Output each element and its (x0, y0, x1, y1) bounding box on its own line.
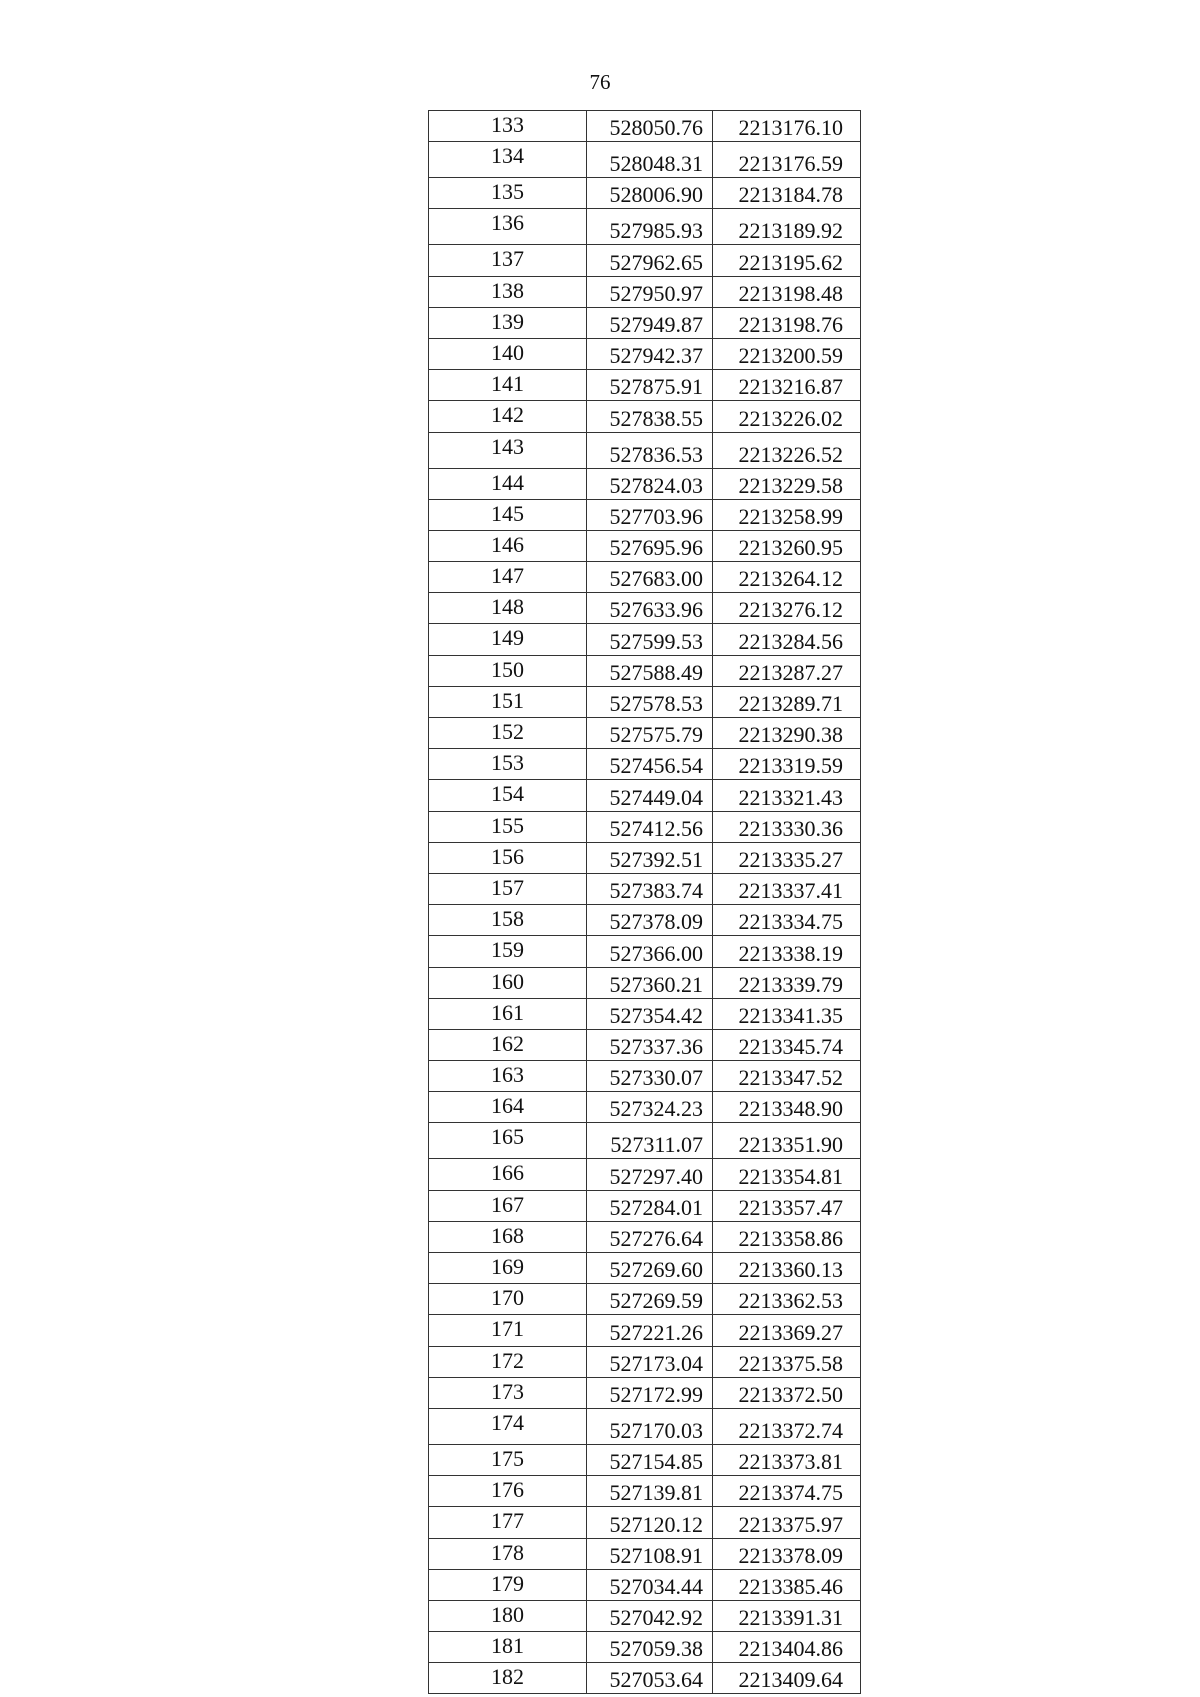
y-coordinate-cell: 2213260.95 (713, 530, 861, 561)
y-coordinate-cell: 2213372.74 (713, 1408, 861, 1444)
point-number-cell: 138 (429, 276, 587, 307)
table-row (429, 718, 861, 749)
x-coordinate-cell: 527599.53 (587, 624, 713, 655)
point-number-cell: 169 (429, 1253, 587, 1284)
x-coordinate-cell: 527412.56 (587, 811, 713, 842)
y-coordinate-cell: 2213276.12 (713, 593, 861, 624)
x-coordinate-cell: 527575.79 (587, 718, 713, 749)
x-coordinate-cell: 527703.96 (587, 499, 713, 530)
y-coordinate-cell: 2213372.50 (713, 1377, 861, 1408)
point-number-cell: 144 (429, 468, 587, 499)
point-number-cell: 142 (429, 401, 587, 432)
table-row (429, 780, 861, 811)
y-coordinate-cell: 2213378.09 (713, 1538, 861, 1569)
point-number-cell: 164 (429, 1092, 587, 1123)
table-row (429, 749, 861, 780)
point-number-cell: 176 (429, 1476, 587, 1507)
point-number-cell: 175 (429, 1444, 587, 1475)
point-number-cell: 148 (429, 593, 587, 624)
x-coordinate-cell: 527269.59 (587, 1284, 713, 1315)
y-coordinate-cell: 2213284.56 (713, 624, 861, 655)
y-coordinate-cell: 2213184.78 (713, 178, 861, 209)
x-coordinate-cell: 527034.44 (587, 1569, 713, 1600)
table-row (429, 998, 861, 1029)
point-number-cell: 166 (429, 1159, 587, 1190)
x-coordinate-cell: 527985.93 (587, 209, 713, 245)
point-number-cell: 174 (429, 1408, 587, 1444)
point-number-cell: 160 (429, 967, 587, 998)
point-number-cell: 139 (429, 307, 587, 338)
point-number-cell: 171 (429, 1315, 587, 1346)
table-row (429, 468, 861, 499)
table-row (429, 1221, 861, 1252)
point-number-cell: 178 (429, 1538, 587, 1569)
y-coordinate-cell: 2213330.36 (713, 811, 861, 842)
point-number-cell: 168 (429, 1221, 587, 1252)
point-number-cell: 150 (429, 655, 587, 686)
table-row (429, 1123, 861, 1159)
x-coordinate-cell: 527366.00 (587, 936, 713, 967)
table-row (429, 178, 861, 209)
table-row (429, 1507, 861, 1538)
point-number-cell: 173 (429, 1377, 587, 1408)
y-coordinate-cell: 2213357.47 (713, 1190, 861, 1221)
y-coordinate-cell: 2213290.38 (713, 718, 861, 749)
x-coordinate-cell: 527949.87 (587, 307, 713, 338)
x-coordinate-cell: 527269.60 (587, 1253, 713, 1284)
x-coordinate-cell: 527950.97 (587, 276, 713, 307)
point-number-cell: 143 (429, 432, 587, 468)
table-row (429, 655, 861, 686)
table-row (429, 142, 861, 178)
table-row (429, 873, 861, 904)
table-row (429, 1315, 861, 1346)
x-coordinate-cell: 527824.03 (587, 468, 713, 499)
x-coordinate-cell: 527330.07 (587, 1061, 713, 1092)
table-row (429, 499, 861, 530)
y-coordinate-cell: 2213374.75 (713, 1476, 861, 1507)
x-coordinate-cell: 527836.53 (587, 432, 713, 468)
coordinate-table-body (429, 111, 861, 1694)
point-number-cell: 146 (429, 530, 587, 561)
point-number-cell: 136 (429, 209, 587, 245)
point-number-cell: 161 (429, 998, 587, 1029)
point-number-cell: 177 (429, 1507, 587, 1538)
point-number-cell: 180 (429, 1600, 587, 1631)
x-coordinate-cell: 527108.91 (587, 1538, 713, 1569)
x-coordinate-cell: 527053.64 (587, 1663, 713, 1694)
y-coordinate-cell: 2213338.19 (713, 936, 861, 967)
table-row (429, 905, 861, 936)
table-row (429, 338, 861, 369)
y-coordinate-cell: 2213226.52 (713, 432, 861, 468)
table-row (429, 1569, 861, 1600)
point-number-cell: 154 (429, 780, 587, 811)
x-coordinate-cell: 527383.74 (587, 873, 713, 904)
y-coordinate-cell: 2213409.64 (713, 1663, 861, 1694)
x-coordinate-cell: 527683.00 (587, 562, 713, 593)
x-coordinate-cell: 527139.81 (587, 1476, 713, 1507)
table-row (429, 276, 861, 307)
y-coordinate-cell: 2213229.58 (713, 468, 861, 499)
table-row (429, 370, 861, 401)
y-coordinate-cell: 2213337.41 (713, 873, 861, 904)
point-number-cell: 163 (429, 1061, 587, 1092)
point-number-cell: 149 (429, 624, 587, 655)
x-coordinate-cell: 527059.38 (587, 1632, 713, 1663)
table-row (429, 1538, 861, 1569)
y-coordinate-cell: 2213176.59 (713, 142, 861, 178)
table-row (429, 1663, 861, 1694)
x-coordinate-cell: 527378.09 (587, 905, 713, 936)
x-coordinate-cell: 527311.07 (587, 1123, 713, 1159)
point-number-cell: 172 (429, 1346, 587, 1377)
table-row (429, 530, 861, 561)
y-coordinate-cell: 2213373.81 (713, 1444, 861, 1475)
x-coordinate-cell: 527221.26 (587, 1315, 713, 1346)
y-coordinate-cell: 2213189.92 (713, 209, 861, 245)
x-coordinate-cell: 528006.90 (587, 178, 713, 209)
point-number-cell: 135 (429, 178, 587, 209)
y-coordinate-cell: 2213198.48 (713, 276, 861, 307)
point-number-cell: 133 (429, 111, 587, 142)
x-coordinate-cell: 527633.96 (587, 593, 713, 624)
y-coordinate-cell: 2213258.99 (713, 499, 861, 530)
table-row (429, 1029, 861, 1060)
table-row (429, 1284, 861, 1315)
x-coordinate-cell: 527170.03 (587, 1408, 713, 1444)
point-number-cell: 145 (429, 499, 587, 530)
y-coordinate-cell: 2213351.90 (713, 1123, 861, 1159)
point-number-cell: 134 (429, 142, 587, 178)
table-row (429, 1632, 861, 1663)
y-coordinate-cell: 2213321.43 (713, 780, 861, 811)
y-coordinate-cell: 2213195.62 (713, 245, 861, 276)
y-coordinate-cell: 2213354.81 (713, 1159, 861, 1190)
y-coordinate-cell: 2213345.74 (713, 1029, 861, 1060)
table-row (429, 1253, 861, 1284)
table-row (429, 1346, 861, 1377)
x-coordinate-cell: 527942.37 (587, 338, 713, 369)
point-number-cell: 155 (429, 811, 587, 842)
x-coordinate-cell: 527449.04 (587, 780, 713, 811)
y-coordinate-cell: 2213404.86 (713, 1632, 861, 1663)
point-number-cell: 151 (429, 686, 587, 717)
y-coordinate-cell: 2213347.52 (713, 1061, 861, 1092)
y-coordinate-cell: 2213200.59 (713, 338, 861, 369)
point-number-cell: 162 (429, 1029, 587, 1060)
table-row (429, 1190, 861, 1221)
x-coordinate-cell: 527172.99 (587, 1377, 713, 1408)
table-row (429, 307, 861, 338)
y-coordinate-cell: 2213360.13 (713, 1253, 861, 1284)
x-coordinate-cell: 527337.36 (587, 1029, 713, 1060)
x-coordinate-cell: 527297.40 (587, 1159, 713, 1190)
y-coordinate-cell: 2213348.90 (713, 1092, 861, 1123)
point-number-cell: 170 (429, 1284, 587, 1315)
table-row (429, 811, 861, 842)
table-row (429, 967, 861, 998)
table-row (429, 1061, 861, 1092)
x-coordinate-cell: 527392.51 (587, 842, 713, 873)
table-row (429, 1600, 861, 1631)
y-coordinate-cell: 2213198.76 (713, 307, 861, 338)
point-number-cell: 159 (429, 936, 587, 967)
x-coordinate-cell: 527276.64 (587, 1221, 713, 1252)
x-coordinate-cell: 527284.01 (587, 1190, 713, 1221)
point-number-cell: 157 (429, 873, 587, 904)
point-number-cell: 137 (429, 245, 587, 276)
x-coordinate-cell: 527962.65 (587, 245, 713, 276)
page-number: 76 (589, 70, 611, 94)
y-coordinate-cell: 2213391.31 (713, 1600, 861, 1631)
table-row (429, 1476, 861, 1507)
x-coordinate-cell: 527042.92 (587, 1600, 713, 1631)
table-row (429, 1444, 861, 1475)
table-row (429, 624, 861, 655)
y-coordinate-cell: 2213369.27 (713, 1315, 861, 1346)
point-number-cell: 153 (429, 749, 587, 780)
point-number-cell: 179 (429, 1569, 587, 1600)
x-coordinate-cell: 527173.04 (587, 1346, 713, 1377)
y-coordinate-cell: 2213335.27 (713, 842, 861, 873)
table-row (429, 1377, 861, 1408)
y-coordinate-cell: 2213319.59 (713, 749, 861, 780)
y-coordinate-cell: 2213362.53 (713, 1284, 861, 1315)
x-coordinate-cell: 527120.12 (587, 1507, 713, 1538)
table-row (429, 936, 861, 967)
y-coordinate-cell: 2213341.35 (713, 998, 861, 1029)
x-coordinate-cell: 527324.23 (587, 1092, 713, 1123)
x-coordinate-cell: 527354.42 (587, 998, 713, 1029)
point-number-cell: 156 (429, 842, 587, 873)
y-coordinate-cell: 2213264.12 (713, 562, 861, 593)
point-number-cell: 182 (429, 1663, 587, 1694)
y-coordinate-cell: 2213176.10 (713, 111, 861, 142)
y-coordinate-cell: 2213339.79 (713, 967, 861, 998)
table-row (429, 562, 861, 593)
y-coordinate-cell: 2213226.02 (713, 401, 861, 432)
point-number-cell: 140 (429, 338, 587, 369)
point-number-cell: 181 (429, 1632, 587, 1663)
y-coordinate-cell: 2213216.87 (713, 370, 861, 401)
x-coordinate-cell: 527578.53 (587, 686, 713, 717)
point-number-cell: 165 (429, 1123, 587, 1159)
x-coordinate-cell: 527360.21 (587, 967, 713, 998)
table-row (429, 432, 861, 468)
x-coordinate-cell: 527838.55 (587, 401, 713, 432)
table-row (429, 686, 861, 717)
y-coordinate-cell: 2213358.86 (713, 1221, 861, 1252)
x-coordinate-cell: 528050.76 (587, 111, 713, 142)
x-coordinate-cell: 527695.96 (587, 530, 713, 561)
x-coordinate-cell: 527154.85 (587, 1444, 713, 1475)
y-coordinate-cell: 2213375.97 (713, 1507, 861, 1538)
table-row (429, 209, 861, 245)
table-row (429, 1159, 861, 1190)
y-coordinate-cell: 2213385.46 (713, 1569, 861, 1600)
point-number-cell: 152 (429, 718, 587, 749)
point-number-cell: 167 (429, 1190, 587, 1221)
x-coordinate-cell: 528048.31 (587, 142, 713, 178)
table-row (429, 111, 861, 142)
table-row (429, 1408, 861, 1444)
x-coordinate-cell: 527456.54 (587, 749, 713, 780)
y-coordinate-cell: 2213289.71 (713, 686, 861, 717)
x-coordinate-cell: 527875.91 (587, 370, 713, 401)
point-number-cell: 141 (429, 370, 587, 401)
table-row (429, 842, 861, 873)
y-coordinate-cell: 2213287.27 (713, 655, 861, 686)
y-coordinate-cell: 2213334.75 (713, 905, 861, 936)
table-row (429, 245, 861, 276)
y-coordinate-cell: 2213375.58 (713, 1346, 861, 1377)
table-row (429, 401, 861, 432)
point-number-cell: 158 (429, 905, 587, 936)
point-number-cell: 147 (429, 562, 587, 593)
table-row (429, 1092, 861, 1123)
table-row (429, 593, 861, 624)
coordinate-table (428, 110, 861, 1694)
x-coordinate-cell: 527588.49 (587, 655, 713, 686)
